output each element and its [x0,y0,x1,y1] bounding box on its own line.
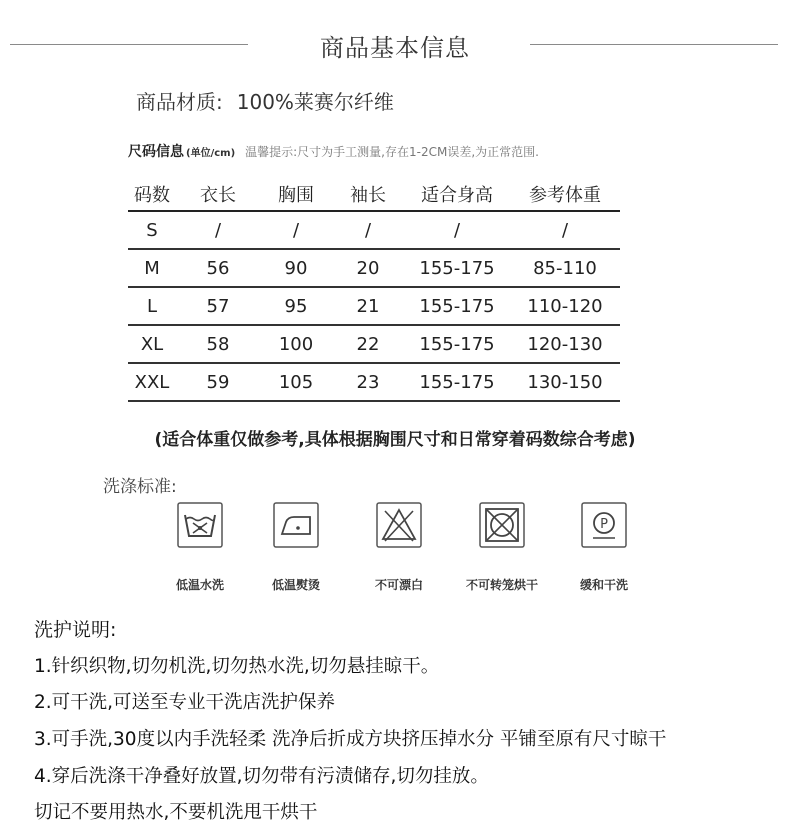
no-bleach-icon [376,502,422,548]
table-cell: 23 [332,363,404,401]
table-cell: 85-110 [510,249,620,287]
table-cell: 105 [260,363,332,401]
table-cell: 95 [260,287,332,325]
table-cell: 155-175 [404,325,510,363]
table-cell: 57 [176,287,260,325]
svg-text:P: P [600,517,608,532]
table-cell: / [260,211,332,249]
care-instruction: 4.穿后洗涤干净叠好放置,切勿带有污渍储存,切勿挂放。 [34,766,489,787]
table-row [128,211,620,249]
size-table [128,178,620,402]
care-label: 不可漂白 [374,578,423,592]
care-heading: 洗护说明: [34,619,117,641]
care-instruction: 3.可手洗,30度以内手洗轻柔 洗净后折成方块挤压掉水分 平铺至原有尺寸晾干 [34,729,667,750]
column-header: 胸围 [260,178,332,211]
table-cell: 56 [176,249,260,287]
care-label: 缓和干洗 [579,578,628,592]
table-cell: 130-150 [510,363,620,401]
table-cell: 110-120 [510,287,620,325]
size-info-line [128,141,539,161]
column-header: 码数 [128,178,176,211]
column-header: 袖长 [332,178,404,211]
low-temp-wash-icon [177,502,223,548]
table-row [128,325,620,363]
material-line [136,86,394,115]
table-cell: / [176,211,260,249]
weight-note: (适合体重仅做参考,具体根据胸围尺寸和日常穿着码数综合考虑) [154,430,636,450]
washing-title: 洗涤标准: [103,477,177,497]
column-header: 参考体重 [510,178,620,211]
care-item-no-tumble-dry [452,502,552,593]
care-label: 低温水洗 [175,578,224,592]
table-cell: 155-175 [404,287,510,325]
page-title: 商品基本信息 [320,34,470,62]
table-cell: 155-175 [404,249,510,287]
care-item-low-temp-wash [150,502,250,593]
table-row [128,249,620,287]
table-row [128,363,620,401]
gentle-dry-clean-icon [581,502,627,548]
care-item-gentle-dry-clean [554,502,654,593]
care-item-no-bleach [349,502,449,593]
size-table-header-row [128,178,620,211]
column-header: 衣长 [176,178,260,211]
material-value: 100%莱赛尔纤维 [236,90,394,114]
table-cell: 120-130 [510,325,620,363]
table-cell: M [128,249,176,287]
table-cell: 20 [332,249,404,287]
low-temp-iron-icon [273,502,319,548]
table-cell: 21 [332,287,404,325]
column-header: 适合身高 [404,178,510,211]
care-instruction: 切记不要用热水,不要机洗甩干烘干 [34,802,318,823]
no-tumble-dry-icon [479,502,525,548]
table-cell: 155-175 [404,363,510,401]
material-label: 商品材质: [136,90,223,114]
care-item-low-temp-iron [246,502,346,593]
care-label: 不可转笼烘干 [465,578,538,592]
care-label: 低温熨烫 [271,578,320,592]
table-cell: / [404,211,510,249]
table-cell: XL [128,325,176,363]
table-cell: / [332,211,404,249]
table-cell: / [510,211,620,249]
table-cell: 100 [260,325,332,363]
table-cell: 59 [176,363,260,401]
table-cell: 90 [260,249,332,287]
care-instruction: 2.可干洗,可送至专业干洗店洗护保养 [34,692,336,713]
table-cell: XXL [128,363,176,401]
table-cell: S [128,211,176,249]
table-cell: L [128,287,176,325]
care-instruction: 1.针织织物,切勿机洗,切勿热水洗,切勿悬挂晾干。 [34,656,440,677]
size-info-tip: 温馨提示:尺寸为手工测量,存在1-2CM误差,为正常范围. [245,145,539,159]
size-info-title: 尺码信息 [128,144,184,160]
table-row [128,287,620,325]
table-cell: 22 [332,325,404,363]
size-info-unit: (单位/cm) [186,148,236,159]
table-cell: 58 [176,325,260,363]
